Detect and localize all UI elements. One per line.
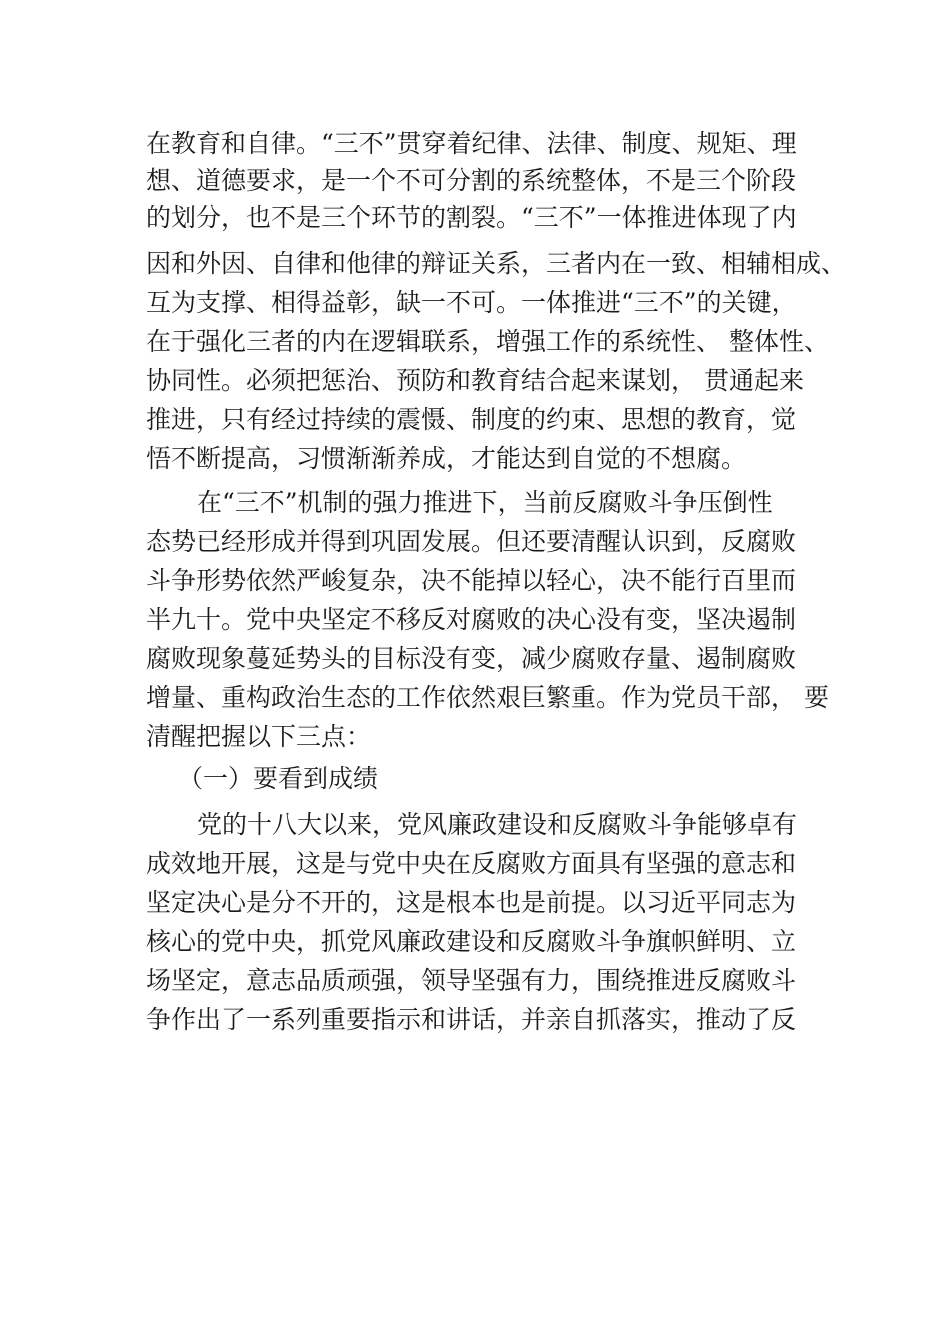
text-line: 坚定决心是分不开的，这是根本也是前提。以习近平同志为 bbox=[146, 888, 797, 917]
text-line: 悟不断提高，习惯渐渐养成，才能达到自觉的不想腐。 bbox=[146, 444, 747, 473]
text-line: 核心的党中央，抓党风廉政建设和反腐败斗争旗帜鲜明、立 bbox=[146, 927, 797, 956]
text-line: 场坚定，意志品质顽强，领导坚强有力，围绕推进反腐败斗 bbox=[146, 966, 797, 995]
text-line: 协同性。必须把惩治、预防和教育结合起来谋划， 贯通起来 bbox=[146, 366, 804, 395]
paragraph-first-line: 在“三不”机制的强力推进下，当前反腐败斗争压倒性 bbox=[197, 488, 773, 517]
text-line: 互为支撑、相得益彰，缺一不可。一体推进“三不”的关键， bbox=[146, 288, 797, 317]
text-line: 想、道德要求，是一个不可分割的系统整体，不是三个阶段 bbox=[146, 166, 797, 195]
text-line: 在于强化三者的内在逻辑联系，增强工作的系统性、 整体性、 bbox=[146, 327, 829, 356]
text-line: 腐败现象蔓延势头的目标没有变，减少腐败存量、遏制腐败 bbox=[146, 644, 797, 673]
text-line: 推进，只有经过持续的震慑、制度的约束、思想的教育，觉 bbox=[146, 405, 797, 434]
text-line: 的划分，也不是三个环节的割裂。“三不”一体推进体现了内 bbox=[146, 203, 797, 232]
section-heading: （一）要看到成绩 bbox=[178, 764, 379, 793]
text-line: 因和外因、自律和他律的辩证关系，三者内在一致、相辅相成、 bbox=[146, 249, 847, 278]
paragraph-first-line: 党的十八大以来，党风廉政建设和反腐败斗争能够卓有 bbox=[197, 810, 798, 839]
text-line: 在教育和自律。“三不”贯穿着纪律、法律、制度、规矩、理 bbox=[146, 129, 797, 158]
text-line: 清醒把握以下三点： bbox=[146, 722, 372, 751]
text-line: 斗争形势依然严峻复杂，决不能掉以轻心，决不能行百里而 bbox=[146, 566, 797, 595]
text-line: 成效地开展，这是与党中央在反腐败方面具有坚强的意志和 bbox=[146, 849, 797, 878]
text-line: 增量、重构政治生态的工作依然艰巨繁重。作为党员干部， 要 bbox=[146, 683, 829, 712]
text-line: 态势已经形成并得到巩固发展。但还要清醒认识到，反腐败 bbox=[146, 527, 797, 556]
text-line: 半九十。党中央坚定不移反对腐败的决心没有变，坚决遏制 bbox=[146, 605, 797, 634]
text-line: 争作出了一系列重要指示和讲话，并亲自抓落实，推动了反 bbox=[146, 1005, 797, 1034]
